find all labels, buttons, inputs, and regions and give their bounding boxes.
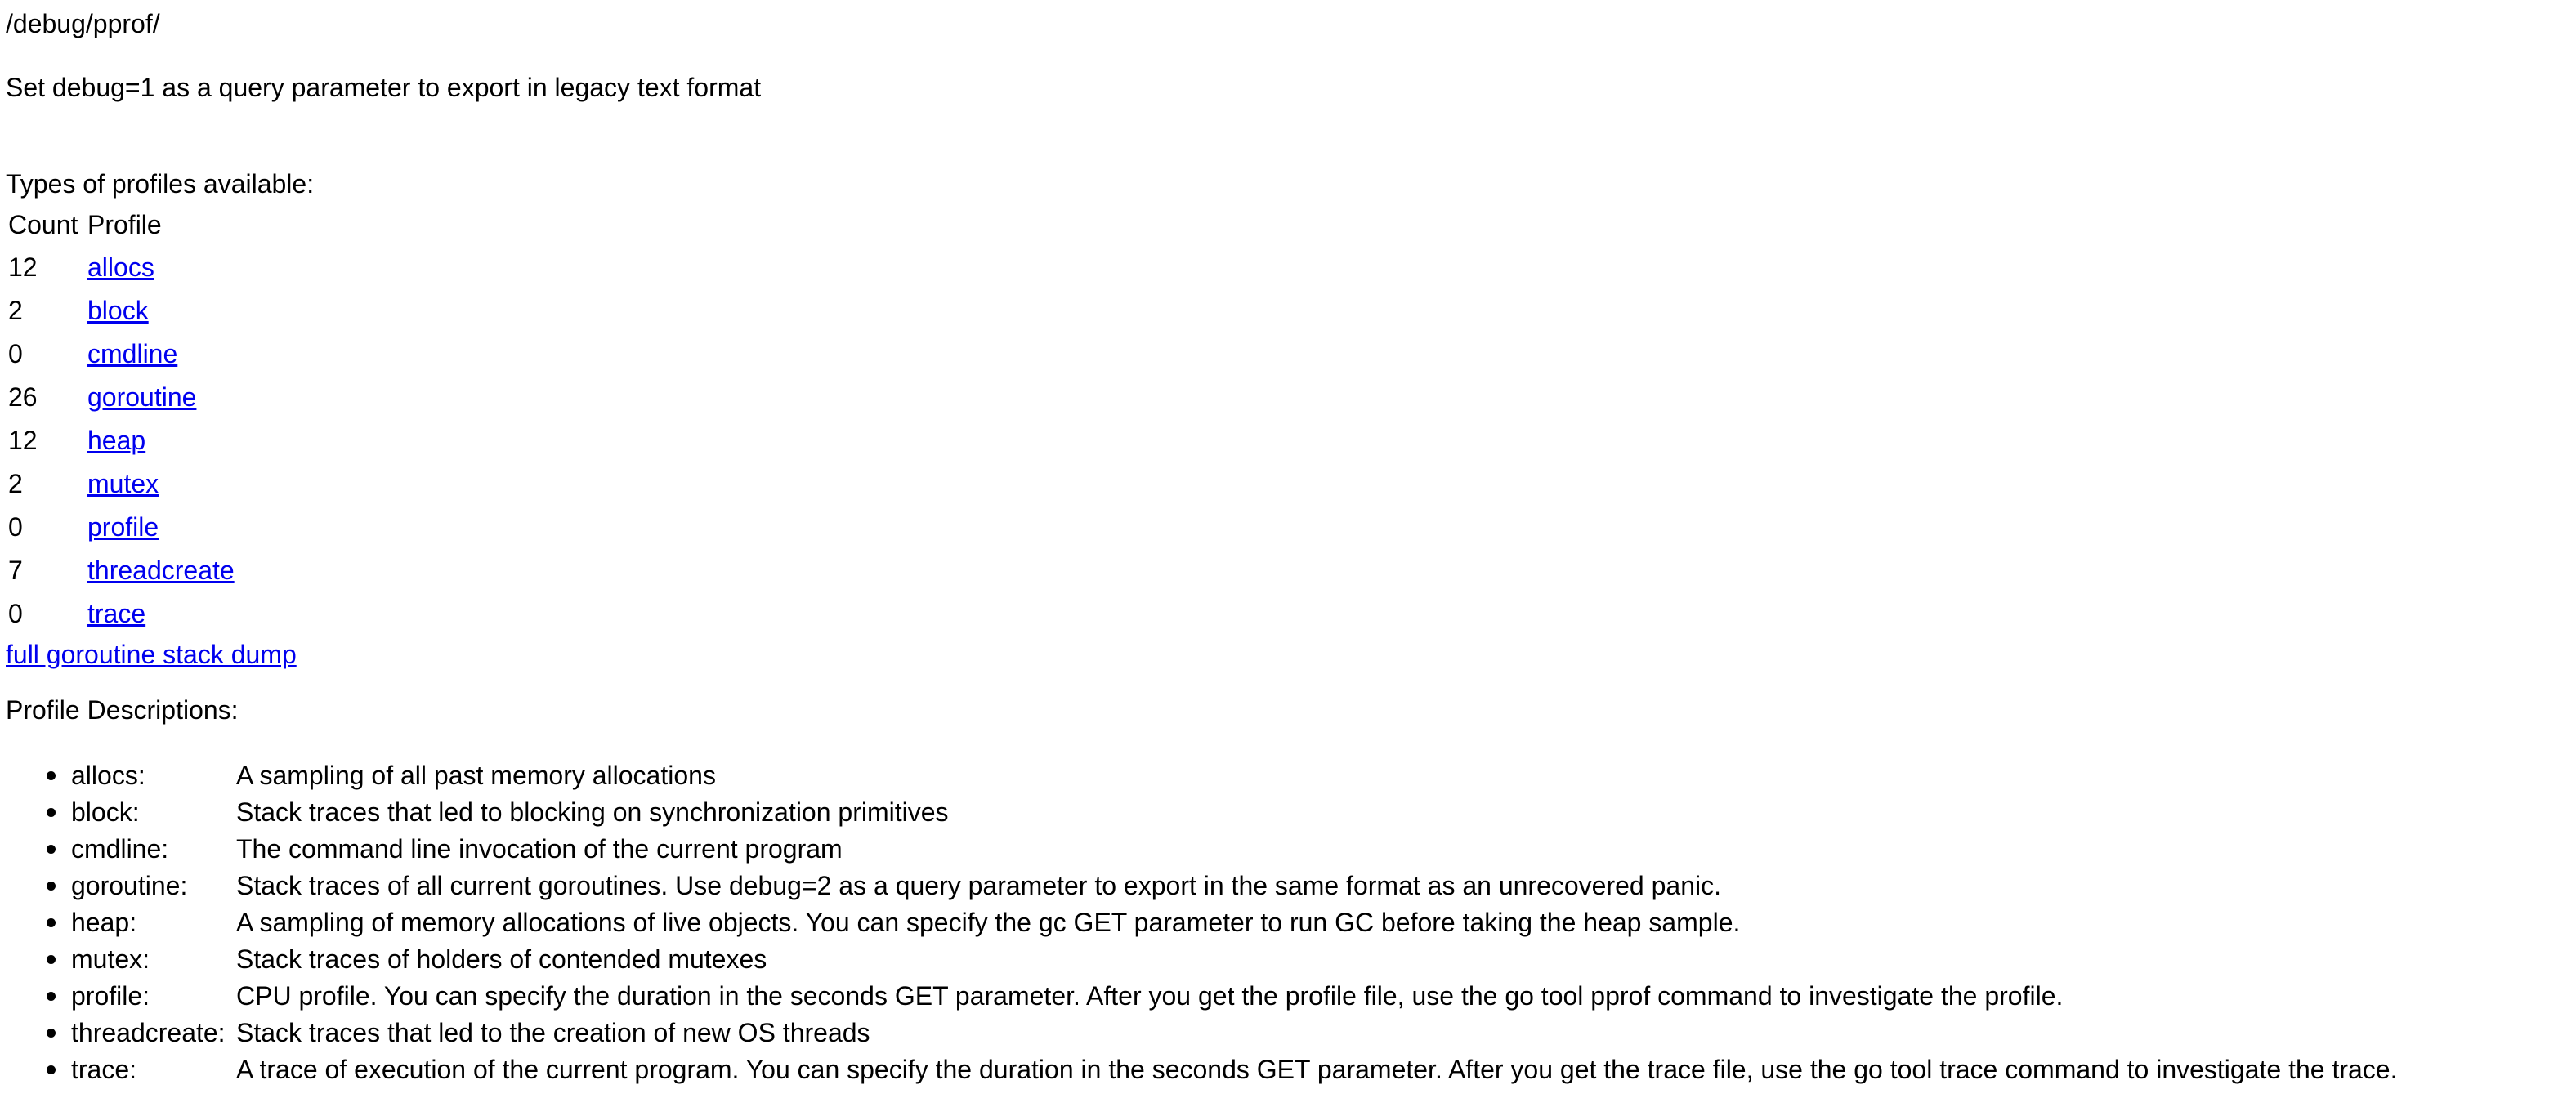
count-column-header: Count bbox=[8, 209, 78, 239]
profile-link-goroutine[interactable]: goroutine bbox=[87, 382, 197, 413]
bullet-icon bbox=[47, 882, 56, 891]
description-text: A trace of execution of the current program. You can specify the duration in the seconds GET parameter. After you get the trace file, use the go tool trace command to investigate the trace. bbox=[236, 1054, 2398, 1084]
description-text: A sampling of all past memory allocations bbox=[236, 760, 716, 790]
table-row bbox=[8, 551, 238, 594]
profile-cell bbox=[87, 507, 238, 551]
description-text: A sampling of memory allocations of live objects. You can specify the gc GET parameter to run GC before taking the heap sample. bbox=[236, 907, 1741, 937]
table-row bbox=[8, 377, 238, 421]
bullet-icon bbox=[47, 808, 56, 817]
description-text: Stack traces of all current goroutines. Use debug=2 as a query parameter to export in the same format as an unrecovered panic. bbox=[236, 870, 1721, 900]
descriptions-heading: Profile Descriptions: bbox=[6, 695, 239, 725]
bullet-icon bbox=[47, 918, 56, 927]
full-goroutine-dump-link[interactable]: full goroutine stack dump bbox=[6, 639, 297, 669]
profiles-table bbox=[8, 205, 238, 637]
description-name: heap: bbox=[71, 907, 137, 937]
profile-cell bbox=[87, 291, 238, 334]
profile-cell bbox=[87, 334, 238, 377]
description-name: allocs: bbox=[71, 760, 145, 790]
profile-count: 2 bbox=[8, 296, 23, 326]
profile-link-cmdline[interactable]: cmdline bbox=[87, 339, 178, 369]
bullet-icon bbox=[47, 992, 56, 1001]
list-item bbox=[6, 831, 2576, 868]
profile-link-block[interactable]: block bbox=[87, 296, 149, 326]
table-row bbox=[8, 421, 238, 464]
list-item bbox=[6, 868, 2576, 904]
table-row bbox=[8, 291, 238, 334]
list-item bbox=[6, 904, 2576, 941]
bullet-icon bbox=[47, 955, 56, 964]
list-item bbox=[6, 1051, 2576, 1088]
page-path: /debug/pprof/ bbox=[6, 9, 160, 38]
profile-cell bbox=[87, 551, 238, 594]
description-name: goroutine: bbox=[71, 870, 188, 900]
profile-link-threadcreate[interactable]: threadcreate bbox=[87, 556, 235, 586]
profile-count: 0 bbox=[8, 339, 23, 369]
list-item bbox=[6, 757, 2576, 794]
list-item bbox=[6, 941, 2576, 978]
profile-cell bbox=[87, 377, 238, 421]
list-item bbox=[6, 1015, 2576, 1051]
description-text: CPU profile. You can specify the duration in the seconds GET parameter. After you get the profile file, use the go tool pprof command to investigate the profile. bbox=[236, 980, 2064, 1011]
profile-link-heap[interactable]: heap bbox=[87, 426, 146, 456]
profile-descriptions-list bbox=[6, 757, 2576, 1088]
bullet-icon bbox=[47, 1029, 56, 1038]
description-name: threadcreate: bbox=[71, 1017, 226, 1047]
profiles-table-header-row bbox=[8, 205, 238, 248]
description-name: block: bbox=[71, 797, 140, 827]
description-name: cmdline: bbox=[71, 833, 169, 864]
table-row bbox=[8, 594, 238, 637]
profile-cell bbox=[87, 421, 238, 464]
bullet-icon bbox=[47, 1065, 56, 1074]
profile-link-trace[interactable]: trace bbox=[87, 599, 146, 629]
description-name: trace: bbox=[71, 1054, 137, 1084]
table-row bbox=[8, 334, 238, 377]
description-text: The command line invocation of the current program bbox=[236, 833, 843, 864]
profile-count: 0 bbox=[8, 599, 23, 629]
bullet-icon bbox=[47, 771, 56, 780]
profile-count: 26 bbox=[8, 382, 38, 413]
list-item bbox=[6, 978, 2576, 1015]
description-text: Stack traces that led to the creation of new OS threads bbox=[236, 1017, 870, 1047]
profile-cell bbox=[87, 248, 238, 291]
profile-count: 0 bbox=[8, 512, 23, 542]
bullet-icon bbox=[47, 845, 56, 854]
table-row bbox=[8, 507, 238, 551]
profile-link-profile[interactable]: profile bbox=[87, 512, 159, 542]
profile-count: 12 bbox=[8, 252, 38, 283]
table-row bbox=[8, 248, 238, 291]
profile-types-heading: Types of profiles available: bbox=[6, 169, 315, 199]
table-row bbox=[8, 464, 238, 507]
profile-cell bbox=[87, 594, 238, 637]
list-item bbox=[6, 794, 2576, 831]
profile-link-allocs[interactable]: allocs bbox=[87, 252, 154, 283]
profile-count: 7 bbox=[8, 556, 23, 586]
profile-cell bbox=[87, 464, 238, 507]
profile-column-header: Profile bbox=[87, 209, 162, 239]
description-name: profile: bbox=[71, 980, 150, 1011]
profile-count: 2 bbox=[8, 469, 23, 499]
description-name: mutex: bbox=[71, 944, 150, 974]
description-text: Stack traces that led to blocking on synchronization primitives bbox=[236, 797, 949, 827]
legacy-format-hint: Set debug=1 as a query parameter to export in legacy text format bbox=[6, 73, 762, 102]
description-text: Stack traces of holders of contended mutexes bbox=[236, 944, 767, 974]
profile-count: 12 bbox=[8, 426, 38, 456]
profile-link-mutex[interactable]: mutex bbox=[87, 469, 159, 499]
